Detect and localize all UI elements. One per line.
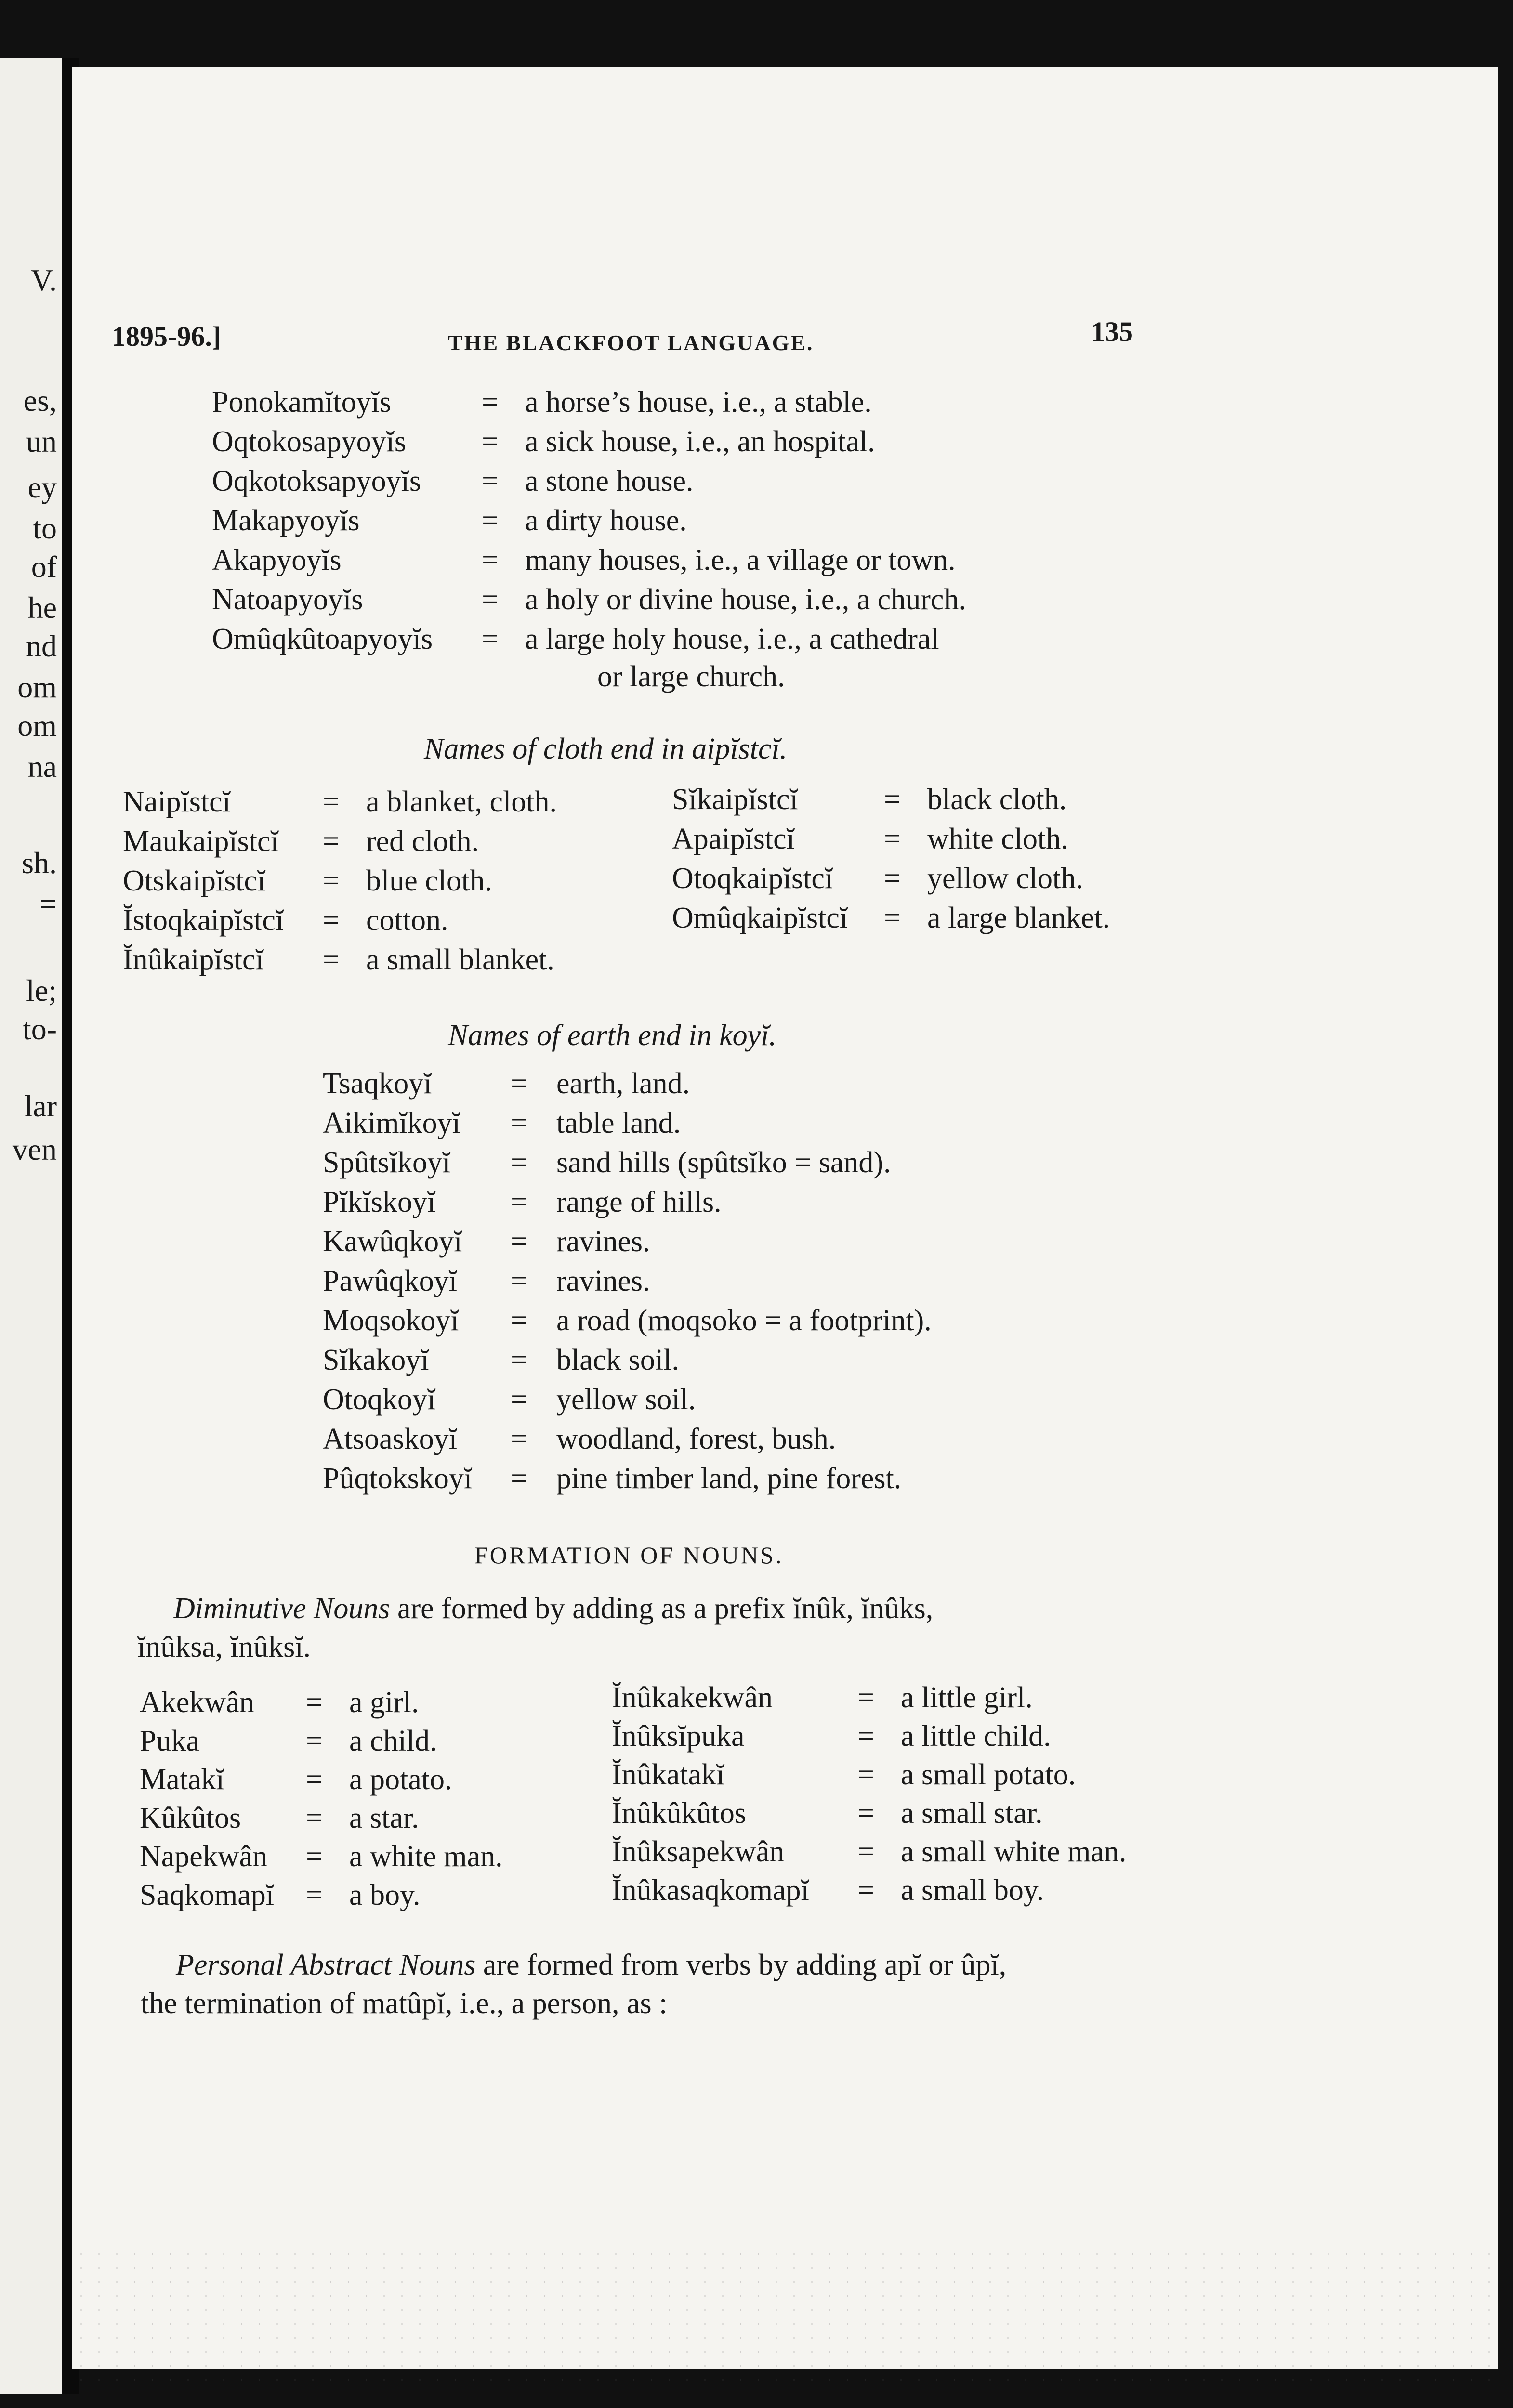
houses-def: a sick house, i.e., an hospital. — [525, 425, 875, 458]
dim-left-def: a white man. — [349, 1840, 503, 1873]
cloth-left-eq: = — [323, 864, 340, 897]
earth-eq: = — [511, 1146, 527, 1179]
margin-fragment: es, — [23, 383, 57, 418]
cloth-right-def: white cloth. — [927, 823, 1068, 855]
dim-left-eq: = — [306, 1840, 323, 1873]
houses-eq: = — [482, 583, 499, 616]
dim-left-term: Kûkûtos — [140, 1802, 241, 1834]
dim-right-term: Ĭnûkatakĭ — [612, 1758, 725, 1791]
cloth-left-eq: = — [323, 785, 340, 818]
houses-def: a large holy house, i.e., a cathedral — [525, 623, 939, 655]
cloth-left-term: Ĭnûkaipĭstcĭ — [123, 943, 264, 976]
dim-right-def: a small star. — [901, 1797, 1043, 1830]
margin-fragment: V. — [31, 263, 57, 297]
dim-left-term: Puka — [140, 1725, 199, 1757]
margin-fragment: le; — [26, 973, 57, 1008]
earth-def: ravines. — [556, 1265, 650, 1297]
earth-term: Spûtsĭkoyĭ — [323, 1146, 451, 1179]
earth-eq: = — [511, 1067, 527, 1100]
dim-left-eq: = — [306, 1879, 323, 1911]
personal-paragraph-line2: the termination of matûpĭ, i.e., a person, as : — [141, 1987, 668, 2020]
margin-fragment: ey — [27, 470, 57, 504]
earth-heading: Names of earth end in koyĭ. — [448, 1019, 776, 1052]
houses-term: Akapyoyĭs — [212, 544, 342, 576]
running-head-left: 1895-96.] — [112, 321, 222, 352]
page-number: 135 — [1091, 316, 1133, 347]
margin-fragment: lar — [24, 1089, 57, 1123]
dim-right-term: Ĭnûkûkûtos — [612, 1797, 746, 1830]
cloth-left-term: Naipĭstcĭ — [123, 785, 231, 818]
dim-right-eq: = — [857, 1758, 874, 1791]
dim-right-def: a small white man. — [901, 1835, 1127, 1868]
diminutive-text: are formed by adding as a prefix ĭnûk, ĭnûks, — [397, 1592, 934, 1625]
houses-def: a holy or divine house, i.e., a church. — [525, 583, 966, 616]
cloth-right-eq: = — [884, 783, 901, 816]
houses-term: Natoapyoyĭs — [212, 583, 363, 616]
cloth-right-def: yellow cloth. — [927, 862, 1083, 895]
cloth-right-term: Omûqkaipĭstcĭ — [672, 902, 848, 934]
houses-def: a stone house. — [525, 465, 694, 497]
diminutive-lead: Diminutive Nouns — [173, 1592, 390, 1625]
dim-left-term: Saqkomapĭ — [140, 1879, 274, 1911]
margin-fragment: ven — [12, 1132, 57, 1166]
houses-term: Omûqkûtoapyoyĭs — [212, 623, 433, 655]
dim-right-term: Ĭnûkasaqkomapĭ — [612, 1874, 809, 1907]
cloth-right-def: a large blanket. — [927, 902, 1110, 934]
cloth-right-term: Apaipĭstcĭ — [672, 823, 795, 855]
dim-right-eq: = — [857, 1720, 874, 1753]
earth-eq: = — [511, 1344, 527, 1376]
diminutive-paragraph-line2: ĭnûksa, ĭnûksĭ. — [137, 1631, 311, 1663]
margin-fragment: of — [31, 550, 57, 584]
earth-term: Sĭkakoyĭ — [323, 1344, 429, 1376]
houses-eq: = — [482, 386, 499, 419]
earth-def: ravines. — [556, 1225, 650, 1258]
houses-eq: = — [482, 544, 499, 576]
dim-left-def: a child. — [349, 1725, 437, 1757]
cloth-left-def: cotton. — [366, 904, 448, 937]
cloth-right-term: Sĭkaipĭstcĭ — [672, 783, 798, 816]
dim-left-eq: = — [306, 1763, 323, 1796]
earth-def: sand hills (spûtsĭko = sand). — [556, 1146, 891, 1179]
earth-term: Otoqkoyĭ — [323, 1383, 436, 1416]
earth-def: woodland, forest, bush. — [556, 1423, 836, 1455]
margin-fragment: un — [26, 424, 57, 458]
dim-right-def: a small potato. — [901, 1758, 1076, 1791]
earth-eq: = — [511, 1304, 527, 1337]
dim-right-def: a little girl. — [901, 1681, 1033, 1714]
cloth-right-term: Otoqkaipĭstcĭ — [672, 862, 833, 895]
earth-def: pine timber land, pine forest. — [556, 1462, 902, 1495]
cloth-right-eq: = — [884, 823, 901, 855]
personal-lead: Personal Abstract Nouns — [176, 1949, 476, 1981]
dim-right-eq: = — [857, 1835, 874, 1868]
cloth-left-term: Otskaipĭstcĭ — [123, 864, 266, 897]
houses-term: Ponokamĭtoyĭs — [212, 386, 392, 419]
dim-left-term: Akekwân — [140, 1686, 254, 1719]
cloth-left-def: a small blanket. — [366, 943, 554, 976]
dim-right-term: Ĭnûksĭpuka — [612, 1720, 745, 1753]
margin-fragment: he — [27, 590, 57, 625]
cloth-left-eq: = — [323, 904, 340, 937]
cloth-right-def: black cloth. — [927, 783, 1067, 816]
dim-left-term: Matakĭ — [140, 1763, 224, 1796]
earth-term: Pĭkĭskoyĭ — [323, 1186, 436, 1218]
earth-eq: = — [511, 1225, 527, 1258]
earth-term: Pawûqkoyĭ — [323, 1265, 457, 1297]
earth-term: Moqsokoyĭ — [323, 1304, 459, 1337]
earth-term: Pûqtokskoyĭ — [323, 1462, 473, 1495]
cloth-left-def: a blanket, cloth. — [366, 785, 557, 818]
dim-left-def: a potato. — [349, 1763, 452, 1796]
cloth-left-eq: = — [323, 943, 340, 976]
earth-eq: = — [511, 1462, 527, 1495]
dim-left-def: a star. — [349, 1802, 419, 1834]
earth-def: a road (moqsoko = a footprint). — [556, 1304, 932, 1337]
dim-right-term: Ĭnûkakekwân — [612, 1681, 773, 1714]
dim-right-def: a small boy. — [901, 1874, 1044, 1907]
houses-eq: = — [482, 465, 499, 497]
dim-left-eq: = — [306, 1725, 323, 1757]
dim-right-eq: = — [857, 1797, 874, 1830]
personal-paragraph-line1 — [176, 1948, 1006, 1982]
margin-fragment: to — [33, 511, 57, 545]
houses-continuation: or large church. — [597, 660, 785, 693]
dim-left-def: a girl. — [349, 1686, 419, 1719]
houses-def: many houses, i.e., a village or town. — [525, 544, 956, 576]
dim-right-eq: = — [857, 1681, 874, 1714]
earth-def: range of hills. — [556, 1186, 722, 1218]
houses-term: Oqkotoksapyoyĭs — [212, 465, 421, 497]
houses-eq: = — [482, 425, 499, 458]
margin-fragment: na — [27, 749, 57, 784]
cloth-heading: Names of cloth end in aipĭstcĭ. — [424, 733, 788, 765]
margin-fragment: nd — [26, 629, 57, 663]
adjacent-page-fragment — [0, 58, 62, 2394]
earth-term: Atsoaskoyĭ — [323, 1423, 457, 1455]
houses-def: a dirty house. — [525, 504, 687, 537]
margin-fragment: = — [39, 887, 57, 921]
cloth-left-def: red cloth. — [366, 825, 479, 858]
earth-def: black soil. — [556, 1344, 679, 1376]
earth-eq: = — [511, 1265, 527, 1297]
earth-def: table land. — [556, 1107, 681, 1139]
dim-right-eq: = — [857, 1874, 874, 1907]
earth-def: earth, land. — [556, 1067, 690, 1100]
cloth-right-eq: = — [884, 902, 901, 934]
dim-right-def: a little child. — [901, 1720, 1051, 1753]
margin-fragment: om — [17, 670, 57, 704]
cloth-right-eq: = — [884, 862, 901, 895]
earth-eq: = — [511, 1107, 527, 1139]
margin-fragment: sh. — [22, 846, 57, 880]
page-speckle — [72, 2247, 1498, 2392]
cloth-left-term: Maukaipĭstcĭ — [123, 825, 279, 858]
cloth-left-eq: = — [323, 825, 340, 858]
houses-eq: = — [482, 623, 499, 655]
dim-left-term: Napekwân — [140, 1840, 268, 1873]
section-heading: FORMATION OF NOUNS. — [474, 1542, 784, 1569]
earth-eq: = — [511, 1186, 527, 1218]
personal-text: are formed from verbs by adding apĭ or ûpĭ, — [483, 1949, 1007, 1981]
cloth-left-def: blue cloth. — [366, 864, 492, 897]
earth-term: Tsaqkoyĭ — [323, 1067, 432, 1100]
dim-left-eq: = — [306, 1802, 323, 1834]
houses-term: Oqtokosapyoyĭs — [212, 425, 406, 458]
houses-eq: = — [482, 504, 499, 537]
dim-left-def: a boy. — [349, 1879, 421, 1911]
running-head-title: THE BLACKFOOT LANGUAGE. — [448, 330, 814, 355]
diminutive-paragraph-line1 — [173, 1592, 933, 1626]
margin-fragment: to- — [22, 1012, 57, 1046]
earth-eq: = — [511, 1423, 527, 1455]
margin-fragment: om — [17, 708, 57, 743]
earth-term: Kawûqkoyĭ — [323, 1225, 462, 1258]
earth-def: yellow soil. — [556, 1383, 696, 1416]
dim-left-eq: = — [306, 1686, 323, 1719]
houses-def: a horse’s house, i.e., a stable. — [525, 386, 872, 419]
earth-eq: = — [511, 1383, 527, 1416]
dim-right-term: Ĭnûksapekwân — [612, 1835, 785, 1868]
cloth-left-term: Ĭstoqkaipĭstcĭ — [123, 904, 284, 937]
earth-term: Aikimĭkoyĭ — [323, 1107, 460, 1139]
houses-term: Makapyoyĭs — [212, 504, 360, 537]
